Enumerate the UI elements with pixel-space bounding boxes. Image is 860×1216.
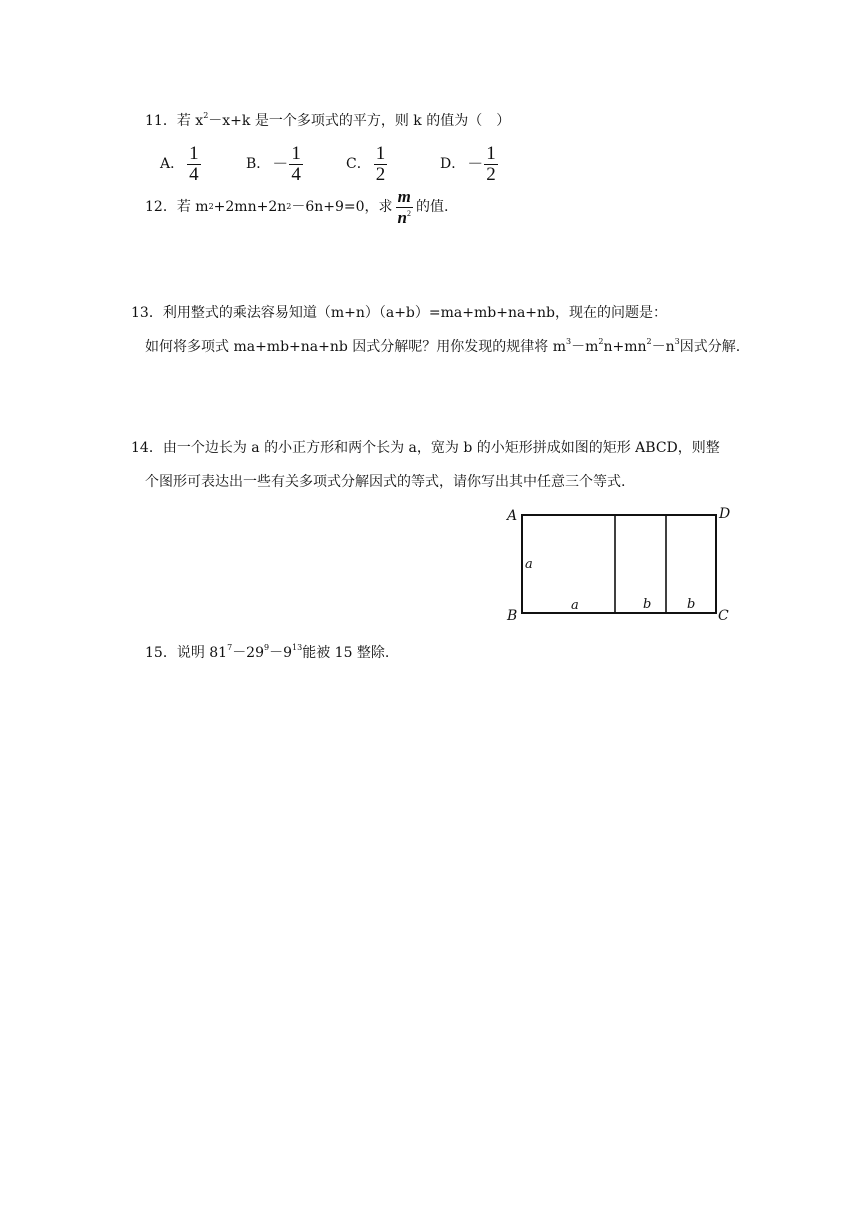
fraction-denominator: 4 (291, 163, 301, 185)
fraction-numerator: 1 (375, 142, 386, 164)
question-14-line-2 (145, 473, 625, 491)
question-15 (145, 644, 389, 662)
exponent: 2 (598, 337, 604, 346)
side-label-a: a (525, 557, 533, 572)
exponent: 9 (264, 643, 270, 652)
option-label: D． (440, 156, 466, 172)
fraction-denominator (396, 208, 413, 228)
fraction-numerator: 1 (486, 142, 496, 164)
question-text: －n (651, 339, 675, 355)
option-sign: － (467, 154, 484, 173)
question-text: 利用整式的乘法容易知道（m+n）（a+b）=ma+mb+na+nb，现在的问题是： (162, 305, 668, 321)
question-number: 14． (131, 440, 163, 456)
question-12: 12． 若 m 2 +2mn+2n 2 －6n+9=0，求 $\frac{m}{n^2}$ 的值. (145, 186, 449, 227)
exponent: 2 (203, 111, 209, 120)
corner-label-c: C (718, 608, 729, 622)
question-text: n+mn (603, 339, 647, 355)
question-number: 12． (145, 199, 177, 215)
exponent: 13 (292, 643, 303, 652)
exponent: 2 (646, 337, 652, 346)
exponent: 7 (227, 643, 233, 652)
fraction-numerator: m (397, 186, 411, 206)
option-sign: － (272, 154, 289, 173)
option-label: A． (160, 156, 185, 172)
question-text: 由一个边长为 a 的小正方形和两个长为 a，宽为 b 的小矩形拼成如图的矩形 ABCD，则整 (162, 440, 720, 456)
option-c (346, 143, 390, 185)
option-d (440, 143, 501, 185)
bottom-label-a: a (571, 598, 579, 613)
question-text: 如何将多项式 ma+mb+na+nb 因式分解呢？用你发现的规律将 m (145, 339, 567, 355)
question-13-line-1 (131, 304, 667, 322)
question-text: 因式分解. (679, 339, 741, 355)
fraction (396, 187, 413, 228)
fraction (289, 144, 303, 185)
question-text: －6n+9=0，求 (291, 199, 393, 215)
question-text: －x+k 是一个多项式的平方，则 k 的值为（ ） (208, 113, 511, 129)
exponent: 3 (674, 337, 680, 346)
option-a (160, 143, 204, 185)
fraction-denominator-base: n (397, 207, 408, 227)
fraction-denominator: 2 (486, 163, 496, 185)
fraction-denominator: 4 (189, 163, 199, 185)
option-label: C． (346, 156, 371, 172)
corner-label-b: B (507, 608, 518, 622)
question-text: 能被 15 整除. (302, 645, 390, 661)
question-text: －29 (232, 645, 265, 661)
fraction-numerator: 1 (189, 142, 199, 164)
fraction (187, 144, 201, 185)
fraction (374, 144, 388, 185)
fraction (484, 144, 498, 185)
corner-label-a: A (507, 508, 518, 524)
bottom-label-b1: b (643, 597, 652, 612)
fraction-denominator: 2 (375, 163, 386, 185)
question-13-line-2 (145, 338, 740, 356)
question-14-line-1 (131, 439, 720, 457)
question-number: 11． (145, 113, 177, 129)
question-number: 13． (131, 305, 163, 321)
question-number: 15． (145, 645, 177, 661)
rectangle-abcd-figure (500, 502, 740, 622)
exponent: 2 (407, 208, 412, 218)
question-text: 若 x (176, 113, 204, 129)
question-text: 的值. (416, 199, 449, 215)
fraction-numerator: 1 (291, 142, 301, 164)
question-11 (145, 112, 510, 130)
exponent: 3 (566, 337, 572, 346)
corner-label-d: D (719, 506, 731, 522)
question-text: －m (571, 339, 599, 355)
question-text: +2mn+2n (213, 199, 287, 215)
question-text: 个图形可表达出一些有关多项式分解因式的等式，请你写出其中任意三个等式. (145, 474, 626, 490)
option-label: B． (246, 156, 271, 172)
question-text: 说明 81 (176, 645, 228, 661)
bottom-label-b2: b (687, 597, 696, 612)
option-b (246, 143, 306, 185)
question-text: 若 m (176, 199, 209, 215)
question-text: －9 (269, 645, 293, 661)
